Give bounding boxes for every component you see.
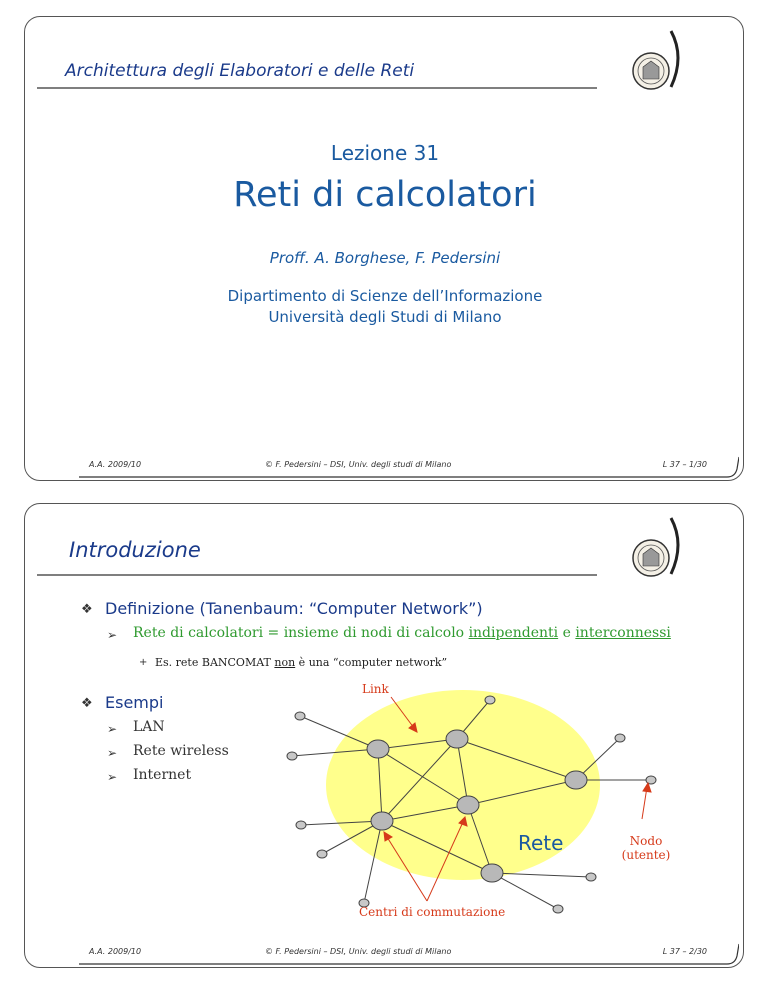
slide-2: [24, 503, 744, 968]
link-label: Link: [362, 682, 389, 696]
definition-prefix: Rete di calcolatori = insieme di nodi di calcolo: [133, 625, 469, 641]
authors: Proff. A. Borghese, F. Pedersini: [269, 249, 501, 267]
user-node: [553, 905, 563, 913]
switch-node: [446, 730, 468, 748]
arrow-bullet-icon: ➢: [107, 628, 118, 642]
footer-copyright: © F. Pedersini – DSI, Univ. degli studi di Milano: [265, 947, 452, 956]
header-rule: [37, 87, 597, 89]
example-item-lan: LAN: [133, 719, 165, 735]
user-node: [646, 776, 656, 784]
university: Università degli Studi di Milano: [268, 308, 502, 326]
network-diagram: [25, 504, 745, 969]
user-node-label: [621, 834, 671, 862]
definition-independent: indipendenti: [468, 625, 559, 641]
user-node: [485, 696, 495, 704]
examples-heading: Esempi: [105, 693, 164, 712]
footer-page-number: L 37 – 2/30: [662, 947, 707, 956]
footer-page-number: L 37 – 1/30: [662, 460, 707, 469]
example-non: non: [274, 656, 296, 669]
department: Dipartimento di Scienze dell’Informazione: [227, 287, 543, 305]
example-prefix: Es. rete BANCOMAT: [155, 656, 275, 669]
user-node: [295, 712, 305, 720]
user-node: [586, 873, 596, 881]
definition-interconnected: interconnessi: [575, 625, 671, 641]
switch-node: [457, 796, 479, 814]
switch-node: [481, 864, 503, 882]
lesson-number: Lezione 31: [330, 141, 440, 165]
diamond-bullet-icon: ❖: [81, 602, 93, 617]
definition-heading: Definizione (Tanenbaum: “Computer Network”): [105, 599, 483, 618]
footer-date: A.A. 2009/10: [89, 460, 142, 469]
user-node: [287, 752, 297, 760]
arrow-bullet-icon: ➢: [107, 746, 118, 760]
user-node-label-line2: (utente): [621, 848, 671, 862]
diamond-bullet-icon: ❖: [81, 696, 93, 711]
switch-node: [371, 812, 393, 830]
example-item-wireless: Rete wireless: [133, 743, 229, 759]
switch-node: [367, 740, 389, 758]
network-label: Rete: [518, 831, 564, 855]
user-node-label-line1: Nodo: [629, 834, 663, 848]
user-node: [615, 734, 625, 742]
definition-and: e: [558, 625, 576, 641]
arrow-bullet-icon: ➢: [107, 722, 118, 736]
slide-title: Reti di calcolatori: [233, 175, 537, 215]
example-suffix: è una “computer network”: [295, 656, 448, 669]
example-item-internet: Internet: [133, 767, 192, 783]
footer-date: A.A. 2009/10: [89, 947, 142, 956]
switch-node: [565, 771, 587, 789]
arrow-bullet-icon: ➢: [107, 770, 118, 784]
university-seal-icon: [613, 27, 693, 97]
user-node: [296, 821, 306, 829]
user-node: [317, 850, 327, 858]
slide-1: [24, 16, 744, 481]
course-title: Architettura degli Elaboratori e delle Reti: [65, 61, 415, 81]
footer-copyright: © F. Pedersini – DSI, Univ. degli studi di Milano: [265, 460, 452, 469]
plus-bullet-icon: +: [139, 657, 148, 668]
switching-centers-label: Centri di commutazione: [359, 905, 506, 919]
slide-title: Introduzione: [69, 538, 201, 562]
